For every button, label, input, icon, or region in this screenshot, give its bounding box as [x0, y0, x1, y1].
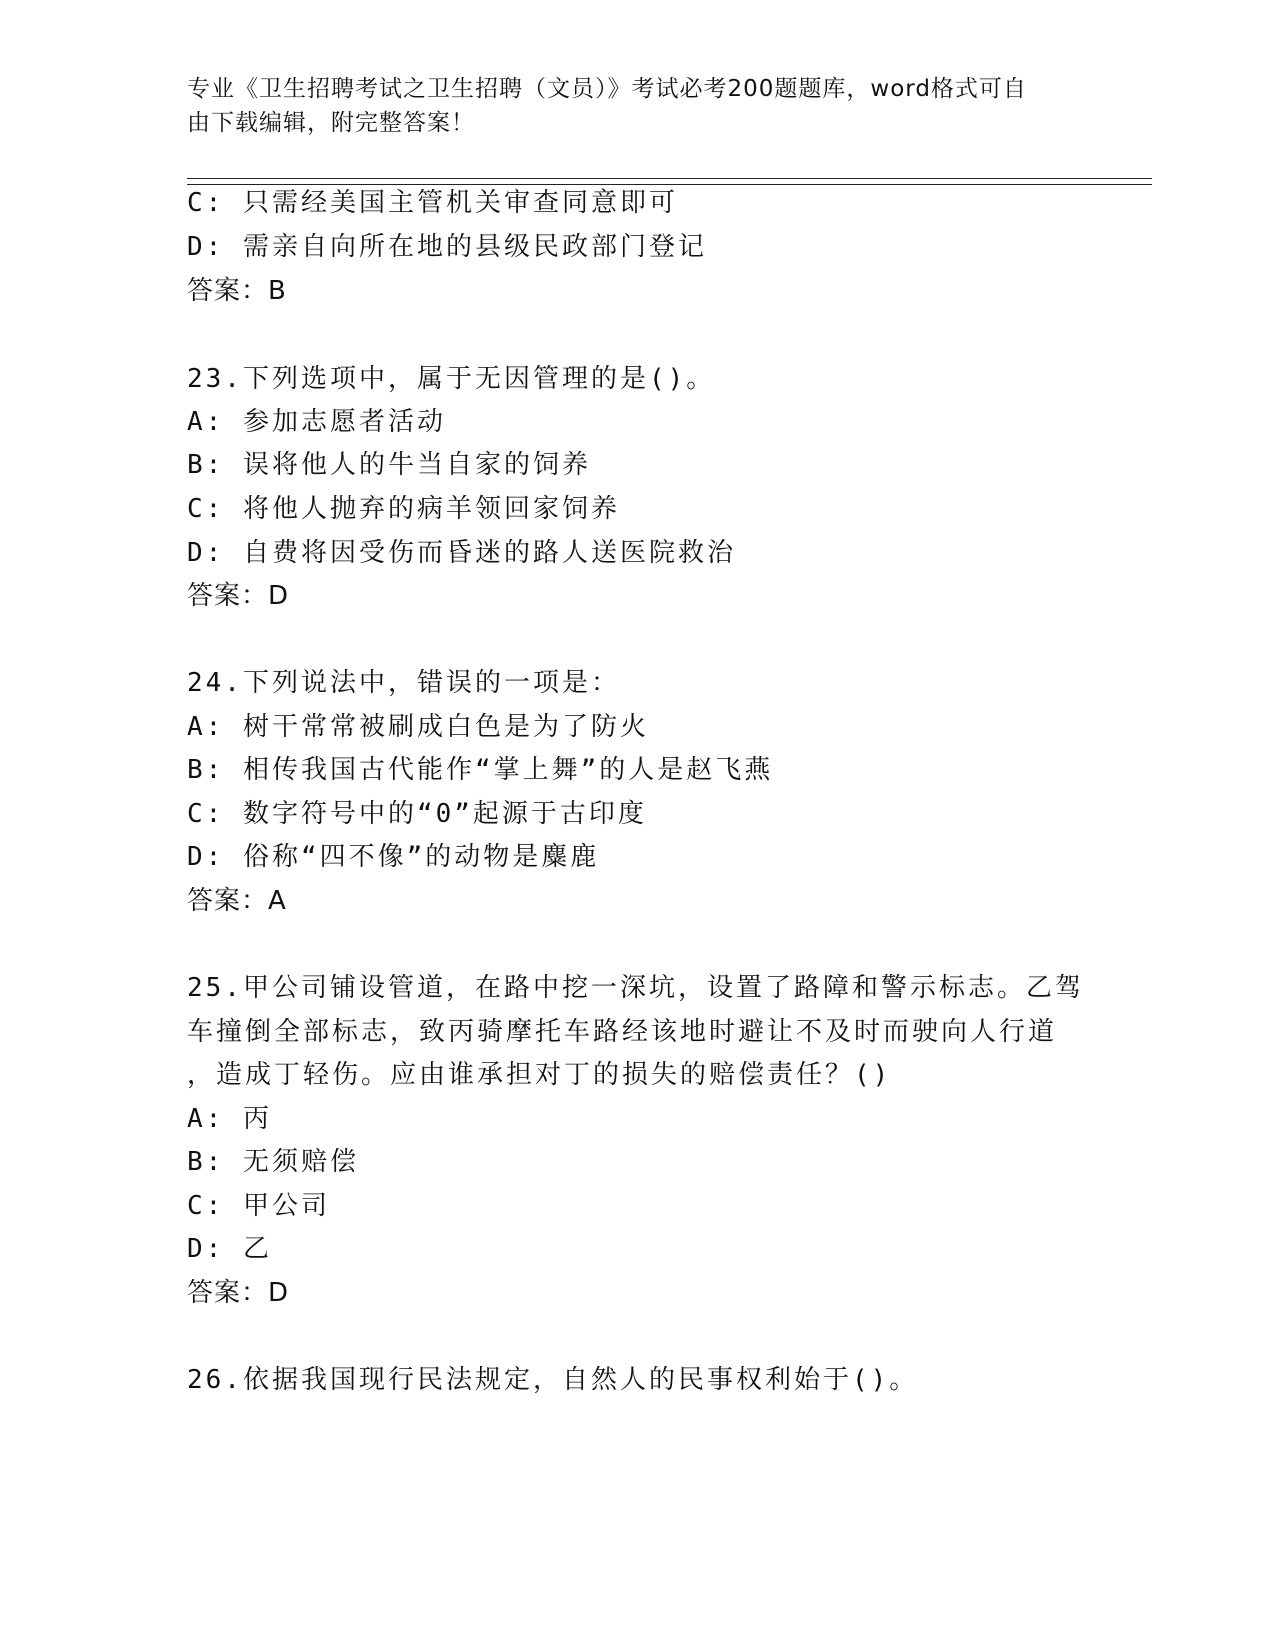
q24-question: 24.下列说法中，错误的一项是：: [187, 668, 620, 698]
q25-question-line-1: 25.甲公司铺设管道，在路中挖一深坑，设置了路障和警示标志。乙驾: [187, 973, 1084, 1003]
q24-option-b: B: 相传我国古代能作“掌上舞”的人是赵飞燕: [187, 755, 774, 785]
q25-option-d: D: 乙: [187, 1234, 272, 1264]
q25-answer: 答案：D: [187, 1278, 290, 1308]
header-line-2: 由下载编辑，附完整答案！: [187, 110, 475, 136]
q24-option-a: A: 树干常常被刷成白色是为了防火: [187, 712, 649, 742]
q25-option-b: B: 无须赔偿: [187, 1147, 359, 1177]
header-line-1: 专业《卫生招聘考试之卫生招聘（文员）》考试必考200题题库，word格式可自: [187, 76, 1027, 102]
q23-answer: 答案：D: [187, 581, 290, 611]
q24-option-d: D: 俗称“四不像”的动物是麋鹿: [187, 842, 600, 872]
q23-option-d: D: 自费将因受伤而昏迷的路人送医院救治: [187, 538, 736, 568]
q22-option-d: D: 需亲自向所在地的县级民政部门登记: [187, 232, 707, 262]
document-header: [187, 72, 1087, 140]
q26-question: 26.依据我国现行民法规定，自然人的民事权利始于()。: [187, 1365, 919, 1395]
q25-question-line-2: 车撞倒全部标志，致丙骑摩托车路经该地时避让不及时而驶向人行道: [187, 1017, 1058, 1047]
q24-option-c: C: 数字符号中的“0”起源于古印度: [187, 799, 647, 829]
q25-option-c: C: 甲公司: [187, 1191, 330, 1221]
q22-option-c: C: 只需经美国主管机关审查同意即可: [187, 188, 678, 218]
q22-answer: 答案：B: [187, 276, 287, 306]
q25-option-a: A: 丙: [187, 1104, 272, 1134]
q24-answer: 答案：A: [187, 886, 287, 916]
q23-option-b: B: 误将他人的牛当自家的饲养: [187, 450, 591, 480]
q23-option-a: A: 参加志愿者活动: [187, 407, 446, 437]
q23-question: 23.下列选项中，属于无因管理的是()。: [187, 364, 716, 394]
q23-option-c: C: 将他人抛弃的病羊领回家饲养: [187, 494, 620, 524]
header-double-rule: [187, 178, 1152, 185]
q25-question-line-3: ，造成丁轻伤。应由谁承担对丁的损失的赔偿责任？(): [187, 1060, 892, 1090]
